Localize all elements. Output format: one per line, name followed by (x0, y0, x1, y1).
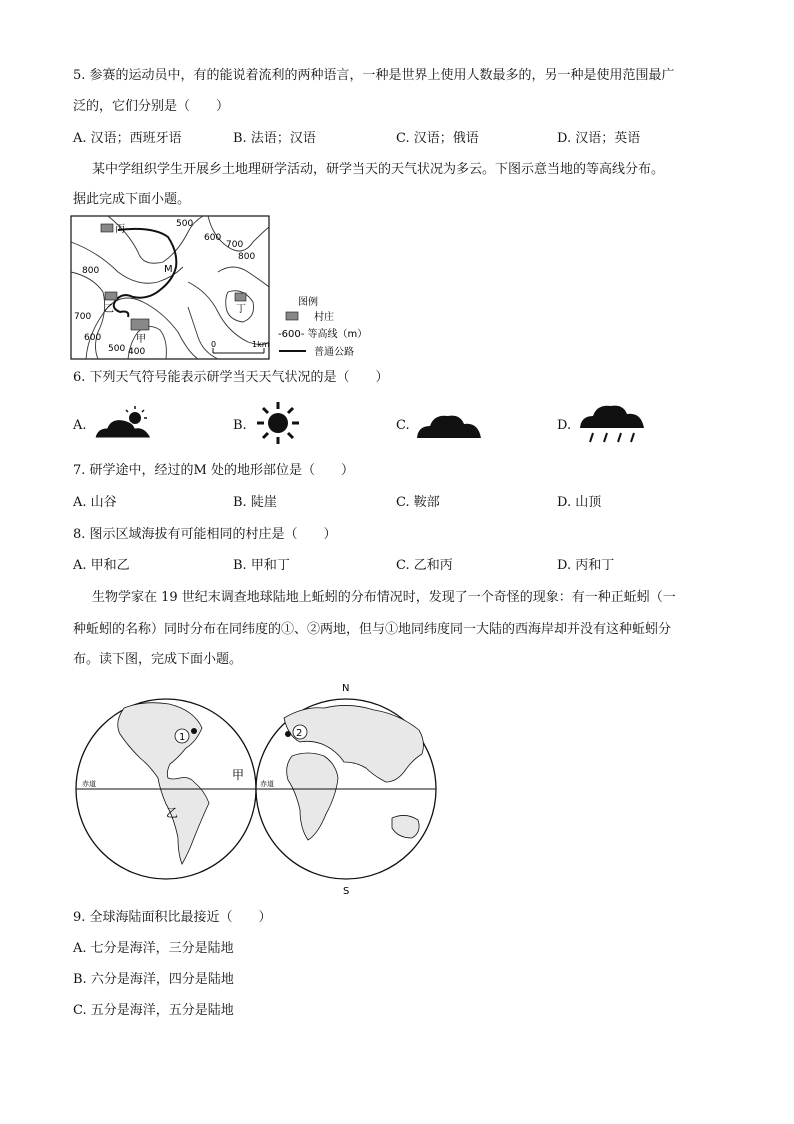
equator-label-left: 赤道 (82, 780, 96, 788)
q6-option-b: B. (233, 418, 247, 433)
label-jia: 甲 (136, 334, 146, 345)
q5-option-c: C. 汉语；俄语 (396, 131, 479, 146)
label-m: M (164, 264, 173, 275)
q6-stem: 6. 下列天气符号能表示研学当天天气状况的是（ ） (73, 370, 389, 385)
contour-line (218, 267, 269, 287)
intro1-line2: 据此完成下面小题。 (73, 192, 191, 207)
point-2-dot (285, 731, 291, 737)
q5-stem-line1: 5. 参赛的运动员中，有的能说着流利的两种语言，一种是世界上使用人数最多的，另一种是使用范围最广 (73, 68, 675, 83)
label-ding: 丁 (236, 304, 246, 315)
equator-label-right: 赤道 (260, 780, 274, 788)
weather-partly-cloudy-icon (93, 404, 155, 442)
label-500: 500 (176, 219, 194, 229)
q5-option-a: A. 汉语；西班牙语 (73, 131, 182, 146)
q6-option-a: A. (73, 418, 87, 433)
q8-option-c: C. 乙和丙 (396, 558, 453, 573)
q7-stem: 7. 研学途中，经过的M 处的地形部位是（ ） (73, 463, 354, 478)
q6-option-c: C. (396, 418, 410, 433)
q7-option-d: D. 山顶 (557, 495, 602, 510)
legend-village: 村庄 (314, 312, 334, 323)
q7-option-b: B. 陡崖 (233, 495, 277, 510)
north-label: N (342, 683, 350, 694)
contour-map (68, 212, 368, 362)
village-ding (235, 293, 246, 301)
contour-line (71, 242, 183, 283)
label-800-left: 800 (82, 266, 100, 276)
intro2-line1: 生物学家在 19 世纪末调查地球陆地上蚯蚓的分布情况时，发现了一个奇怪的现象：有一种正蚯蚓（一 (92, 590, 676, 605)
label-700a: 700 (226, 240, 244, 250)
label-yi: 乙 (104, 304, 114, 315)
label-400: 400 (128, 347, 146, 357)
label-600: 600 (204, 233, 222, 243)
label-800: 800 (238, 252, 256, 262)
q5-option-d: D. 汉语；英语 (557, 131, 641, 146)
q9-option-b: B. 六分是海洋，四分是陆地 (73, 972, 234, 987)
q9-option-a: A. 七分是海洋，三分是陆地 (73, 941, 234, 956)
q7-option-c: C. 鞍部 (396, 495, 440, 510)
point-2-label: 2 (296, 728, 303, 739)
label-600b: 600 (84, 333, 102, 343)
legend-village-swatch (286, 312, 298, 320)
label-bing: 丙 (115, 224, 125, 235)
label-jia-map: 甲 (232, 768, 245, 782)
q5-stem-line2: 泛的，它们分别是（ ） (73, 99, 230, 114)
weather-sunny-icon (253, 400, 303, 446)
weather-cloudy-icon (414, 408, 484, 440)
south-label: S (343, 886, 350, 897)
label-500b: 500 (108, 344, 126, 354)
legend-title: 图例 (298, 297, 318, 308)
intro2-line3: 布。读下图，完成下面小题。 (73, 652, 243, 667)
q9-stem: 9. 全球海陆面积比最接近（ ） (73, 910, 272, 925)
q8-option-b: B. 甲和丁 (233, 558, 290, 573)
legend-contour: -600- 等高线（m） (278, 329, 368, 340)
legend-road: 普通公路 (314, 347, 354, 358)
intro1-line1: 某中学组织学生开展乡土地理研学活动，研学当天的天气状况为多云。下图示意当地的等高线分布。 (92, 162, 665, 177)
village-bing (101, 224, 113, 232)
label-yi-map: 乙 (166, 806, 179, 820)
label-700b: 700 (74, 312, 92, 322)
q8-stem: 8. 图示区域海拔有可能相同的村庄是（ ） (73, 527, 337, 542)
q5-option-b: B. 法语；汉语 (233, 131, 316, 146)
q6-option-d: D. (557, 418, 572, 433)
village-jia (131, 319, 149, 330)
village-yi (105, 292, 117, 300)
point-1-label: 1 (179, 732, 186, 743)
q8-option-d: D. 丙和丁 (557, 558, 615, 573)
world-hemispheres-map (74, 678, 444, 898)
scale-km: 1km (252, 340, 270, 349)
weather-rain-icon (577, 400, 647, 450)
q7-option-a: A. 山谷 (73, 495, 117, 510)
intro2-line2: 种蚯蚓的名称）同时分布在同纬度的①、②两地，但与①地同纬度同一大陆的西海岸却并没有这种蚯蚓分 (73, 622, 672, 637)
point-1-dot (191, 728, 197, 734)
scale-zero: 0 (211, 340, 217, 349)
q9-option-c: C. 五分是海洋，五分是陆地 (73, 1003, 234, 1018)
q8-option-a: A. 甲和乙 (73, 558, 130, 573)
